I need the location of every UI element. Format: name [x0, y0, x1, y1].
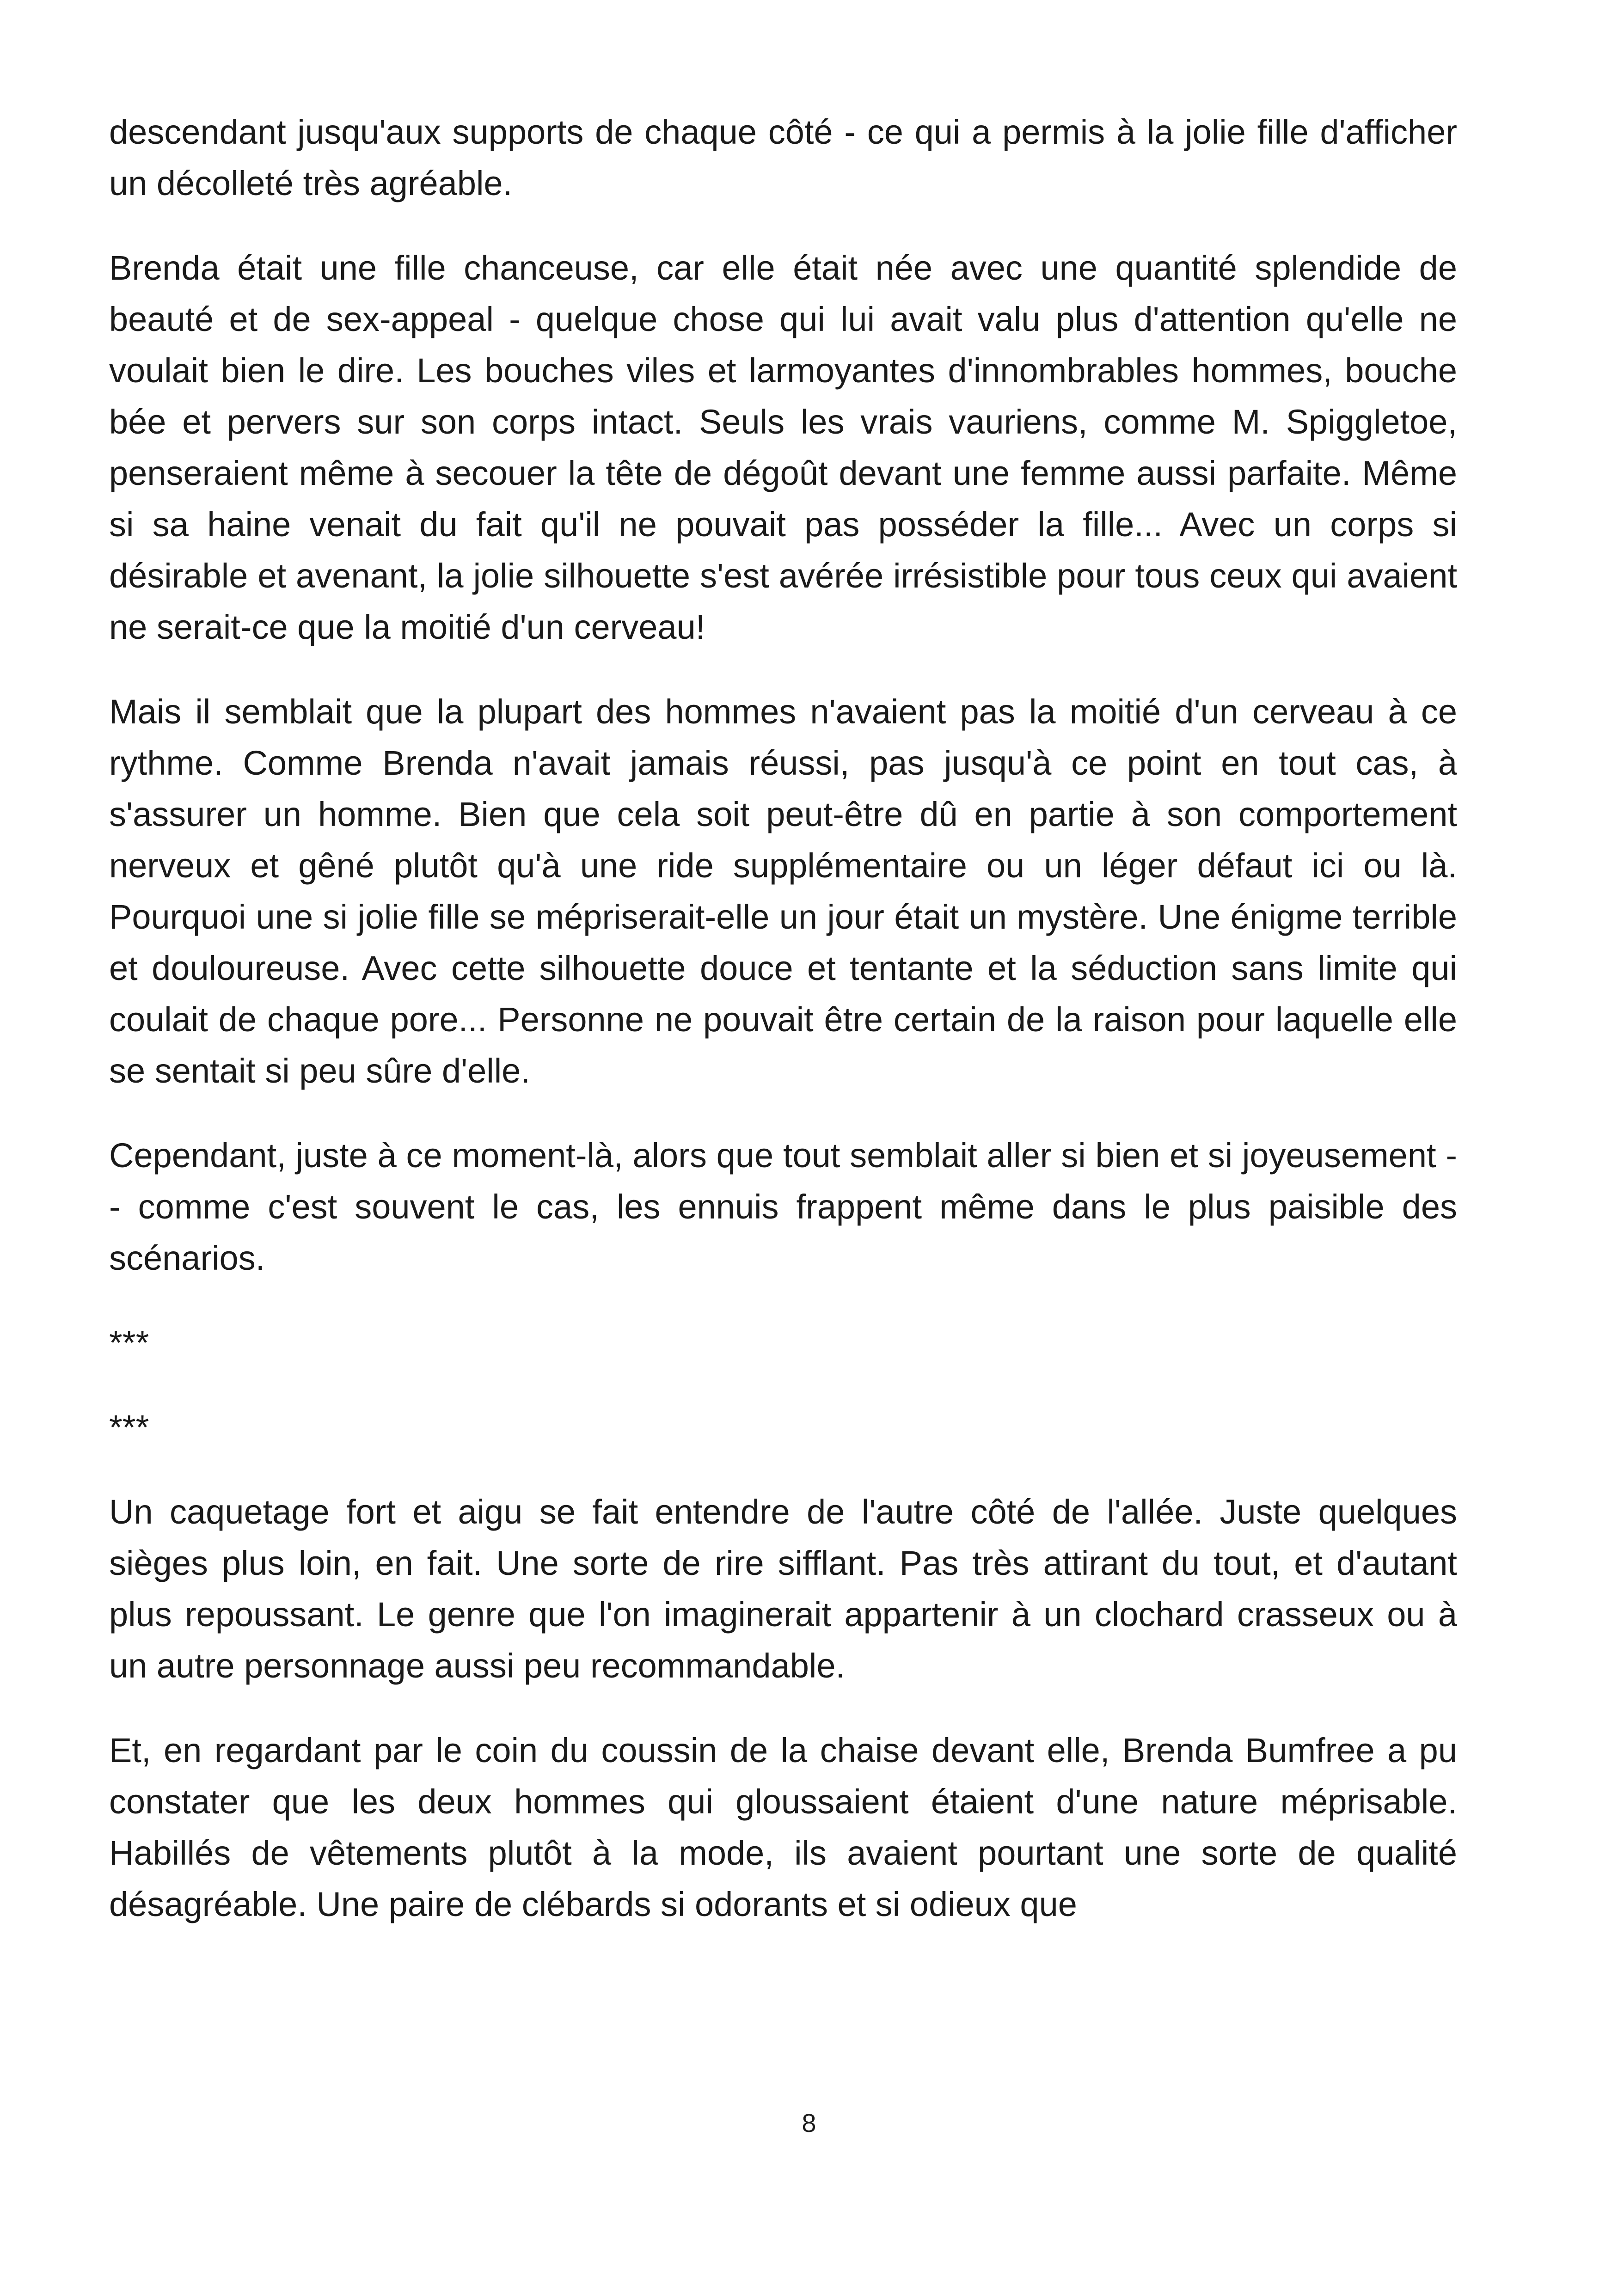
paragraph: Brenda était une fille chanceuse, car elle était née avec une quantité splendide de beauté et de sex-appeal - quelque chose qui lui avait valu plus d'attention qu'elle ne voulait bien le dire. Les bouches viles et larmoyantes d'innombrables hommes, bouche bée et pervers sur son corps intact. Seuls les vrais vauriens, comme M. Spiggletoe, penseraient même à secouer la tête de dégoût devant une femme aussi parfaite. Même si sa haine venait du fait qu'il ne pouvait pas posséder la fille... Avec un corps si désirable et avenant, la jolie silhouette s'est avérée irrésistible pour tous ceux qui avaient ne serait-ce que la moitié d'un cerveau!	[109, 249, 1457, 646]
page-number: 8	[802, 2108, 816, 2137]
page-body	[109, 106, 1457, 1963]
paragraph: Mais il semblait que la plupart des hommes n'avaient pas la moitié d'un cerveau à ce rythme. Comme Brenda n'avait jamais réussi, pas jusqu'à ce point en tout cas, à s'assurer un homme. Bien que cela soit peut-être dû en partie à son comportement nerveux et gêné plutôt qu'à une ride supplémentaire ou un léger défaut ici ou là. Pourquoi une si jolie fille se mépriserait-elle un jour était un mystère. Une énigme terrible et douloureuse. Avec cette silhouette douce et tentante et la séduction sans limite qui coulait de chaque pore... Personne ne pouvait être certain de la raison pour laquelle elle se sentait si peu sûre d'elle.	[109, 692, 1457, 1090]
paragraph: Un caquetage fort et aigu se fait entendre de l'autre côté de l'allée. Juste quelques sièges plus loin, en fait. Une sorte de rire sifflant. Pas très attirant du tout, et d'autant plus repoussant. Le genre que l'on imaginerait appartenir à un clochard crasseux ou à un autre personnage aussi peu recommandable.	[109, 1493, 1457, 1685]
section-separator: ***	[109, 1323, 149, 1362]
paragraph: Cependant, juste à ce moment-là, alors que tout semblait aller si bien et si joyeusement -- comme c'est souvent le cas, les ennuis frappent même dans le plus paisible des scénarios.	[109, 1136, 1457, 1277]
paragraph: descendant jusqu'aux supports de chaque côté - ce qui a permis à la jolie fille d'afficher un décolleté très agréable.	[109, 113, 1457, 202]
paragraph: Et, en regardant par le coin du coussin de la chaise devant elle, Brenda Bumfree a pu constater que les deux hommes qui gloussaient étaient d'une nature méprisable. Habillés de vêtements plutôt à la mode, ils avaient pourtant une sorte de qualité désagréable. Une paire de clébards si odorants et si odieux que	[109, 1731, 1457, 1923]
section-separator: ***	[109, 1408, 149, 1446]
